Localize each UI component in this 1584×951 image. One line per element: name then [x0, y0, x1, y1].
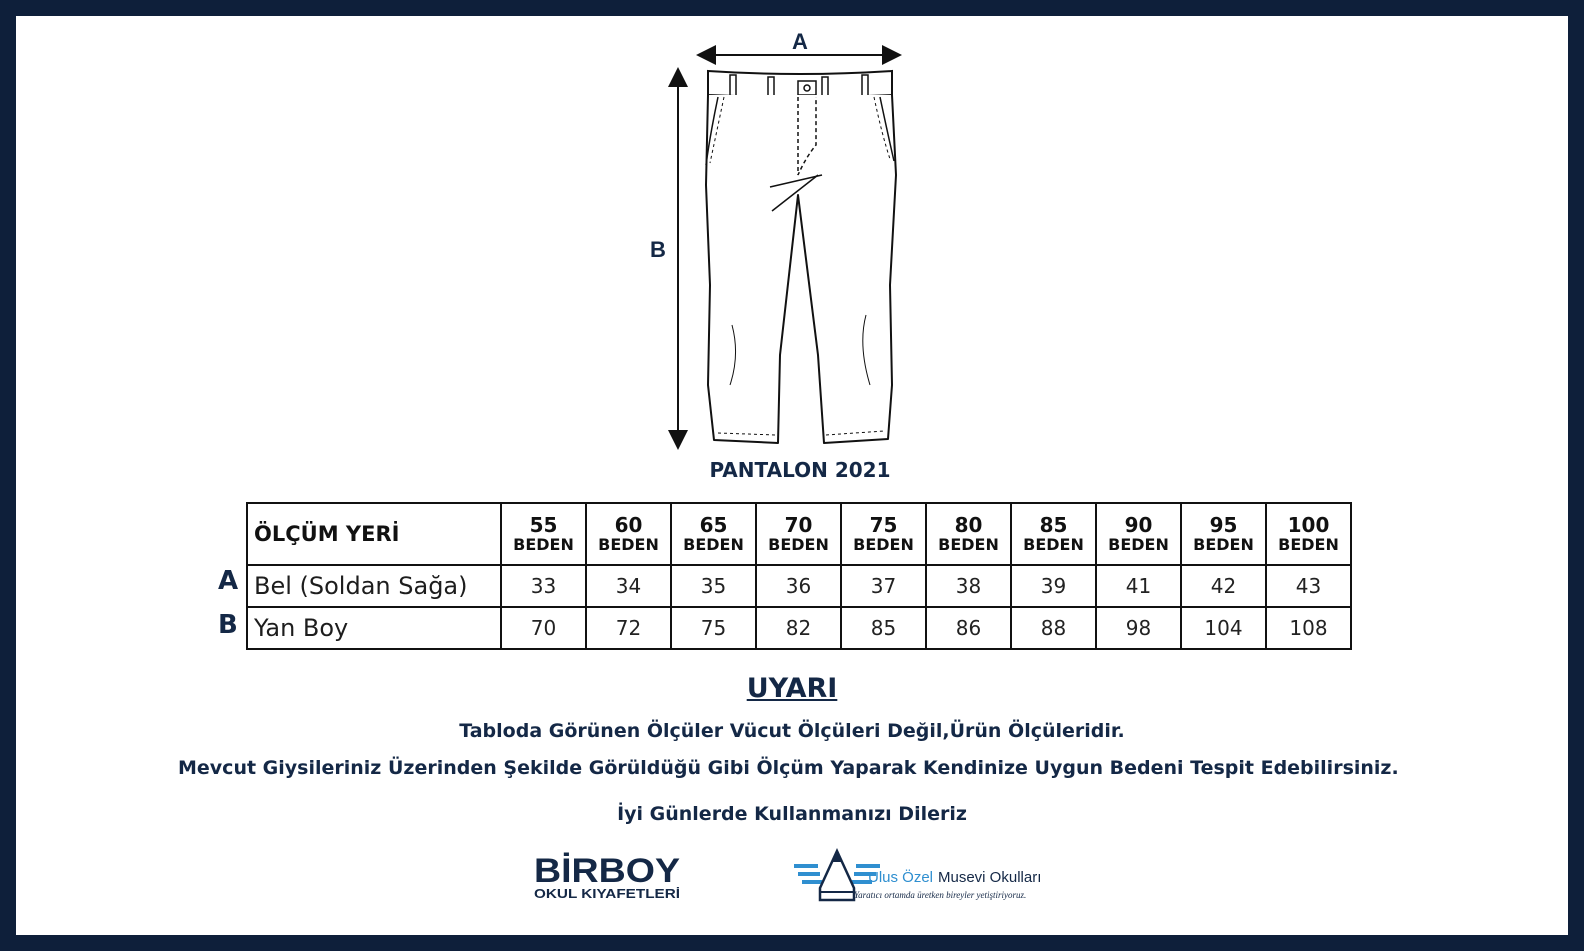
table-row [247, 607, 1351, 649]
table-cell: 82 [756, 607, 841, 649]
size-number: 90 [1124, 513, 1153, 537]
header-size [1266, 503, 1351, 565]
size-number: 60 [614, 513, 643, 537]
ulus-tagline: Yaratıcı ortamda üretken bireyler yetiştiriyoruz. [854, 890, 1027, 900]
table-cell: 75 [671, 607, 756, 649]
table-header-row [247, 503, 1351, 565]
table-cell: 98 [1096, 607, 1181, 649]
row-label: Yan Boy [247, 607, 501, 649]
ulus-name-part1: Ulus Özel [868, 869, 934, 886]
table-cell: 86 [926, 607, 1011, 649]
table-cell: 70 [501, 607, 586, 649]
table-cell: 108 [1266, 607, 1351, 649]
size-unit: BEDEN [853, 535, 914, 554]
warning-title [0, 673, 1584, 704]
label-a: A [792, 29, 808, 54]
size-unit: BEDEN [1278, 535, 1339, 554]
table-row [247, 565, 1351, 607]
size-unit: BEDEN [598, 535, 659, 554]
size-unit: BEDEN [1023, 535, 1084, 554]
table-cell: 35 [671, 565, 756, 607]
table-cell: 42 [1181, 565, 1266, 607]
ulus-name-part2: Musevi Okulları [938, 869, 1042, 886]
size-number: 80 [954, 513, 983, 537]
size-unit: BEDEN [938, 535, 999, 554]
header-size [671, 503, 756, 565]
birboy-logo-sub: OKUL KIYAFETLERİ [534, 886, 680, 901]
header-size [501, 503, 586, 565]
header-size [926, 503, 1011, 565]
warning-line-2: Mevcut Giysileriniz Üzerinden Şekilde Görüldüğü Gibi Ölçüm Yaparak Kendinize Uygun Bedeni Tespit Edebilirsiniz. [178, 757, 1399, 779]
header-size [756, 503, 841, 565]
header-size [1011, 503, 1096, 565]
warning-line-1: Tabloda Görünen Ölçüler Vücut Ölçüleri Değil,Ürün Ölçüleridir. [459, 720, 1125, 742]
table-cell: 37 [841, 565, 926, 607]
size-number: 70 [784, 513, 813, 537]
size-unit: BEDEN [768, 535, 829, 554]
birboy-logo-main: BİRBOY [534, 852, 681, 890]
table-cell: 38 [926, 565, 1011, 607]
table-cell: 43 [1266, 565, 1351, 607]
header-measurement-place: ÖLÇÜM YERİ [247, 503, 501, 565]
table-cell: 88 [1011, 607, 1096, 649]
header-size [586, 503, 671, 565]
warning-line-3: İyi Günlerde Kullanmanızı Dileriz [617, 803, 967, 825]
table-cell: 72 [586, 607, 671, 649]
size-number: 55 [529, 513, 558, 537]
table-cell: 41 [1096, 565, 1181, 607]
size-unit: BEDEN [1193, 535, 1254, 554]
size-number: 100 [1287, 513, 1330, 537]
row-key-a: A [218, 566, 239, 596]
table-cell: 33 [501, 565, 586, 607]
header-size [841, 503, 926, 565]
table-cell: 85 [841, 607, 926, 649]
size-number: 85 [1039, 513, 1068, 537]
size-number: 65 [699, 513, 728, 537]
warning-title-text: UYARI [746, 673, 838, 704]
birboy-logo [532, 848, 682, 906]
size-unit: BEDEN [513, 535, 574, 554]
size-number: 75 [869, 513, 898, 537]
size-number: 95 [1209, 513, 1238, 537]
header-size [1096, 503, 1181, 565]
table-cell: 36 [756, 565, 841, 607]
size-unit: BEDEN [683, 535, 744, 554]
table-cell: 34 [586, 565, 671, 607]
diagram-title: PANTALON 2021 [709, 458, 891, 482]
size-unit: BEDEN [1108, 535, 1169, 554]
size-table [246, 502, 1352, 650]
header-size [1181, 503, 1266, 565]
row-key-b: B [218, 610, 238, 640]
table-cell: 39 [1011, 565, 1096, 607]
ulus-logo [792, 848, 1072, 906]
trousers-diagram [640, 25, 920, 455]
label-b: B [650, 237, 666, 262]
row-label: Bel (Soldan Sağa) [247, 565, 501, 607]
table-cell: 104 [1181, 607, 1266, 649]
